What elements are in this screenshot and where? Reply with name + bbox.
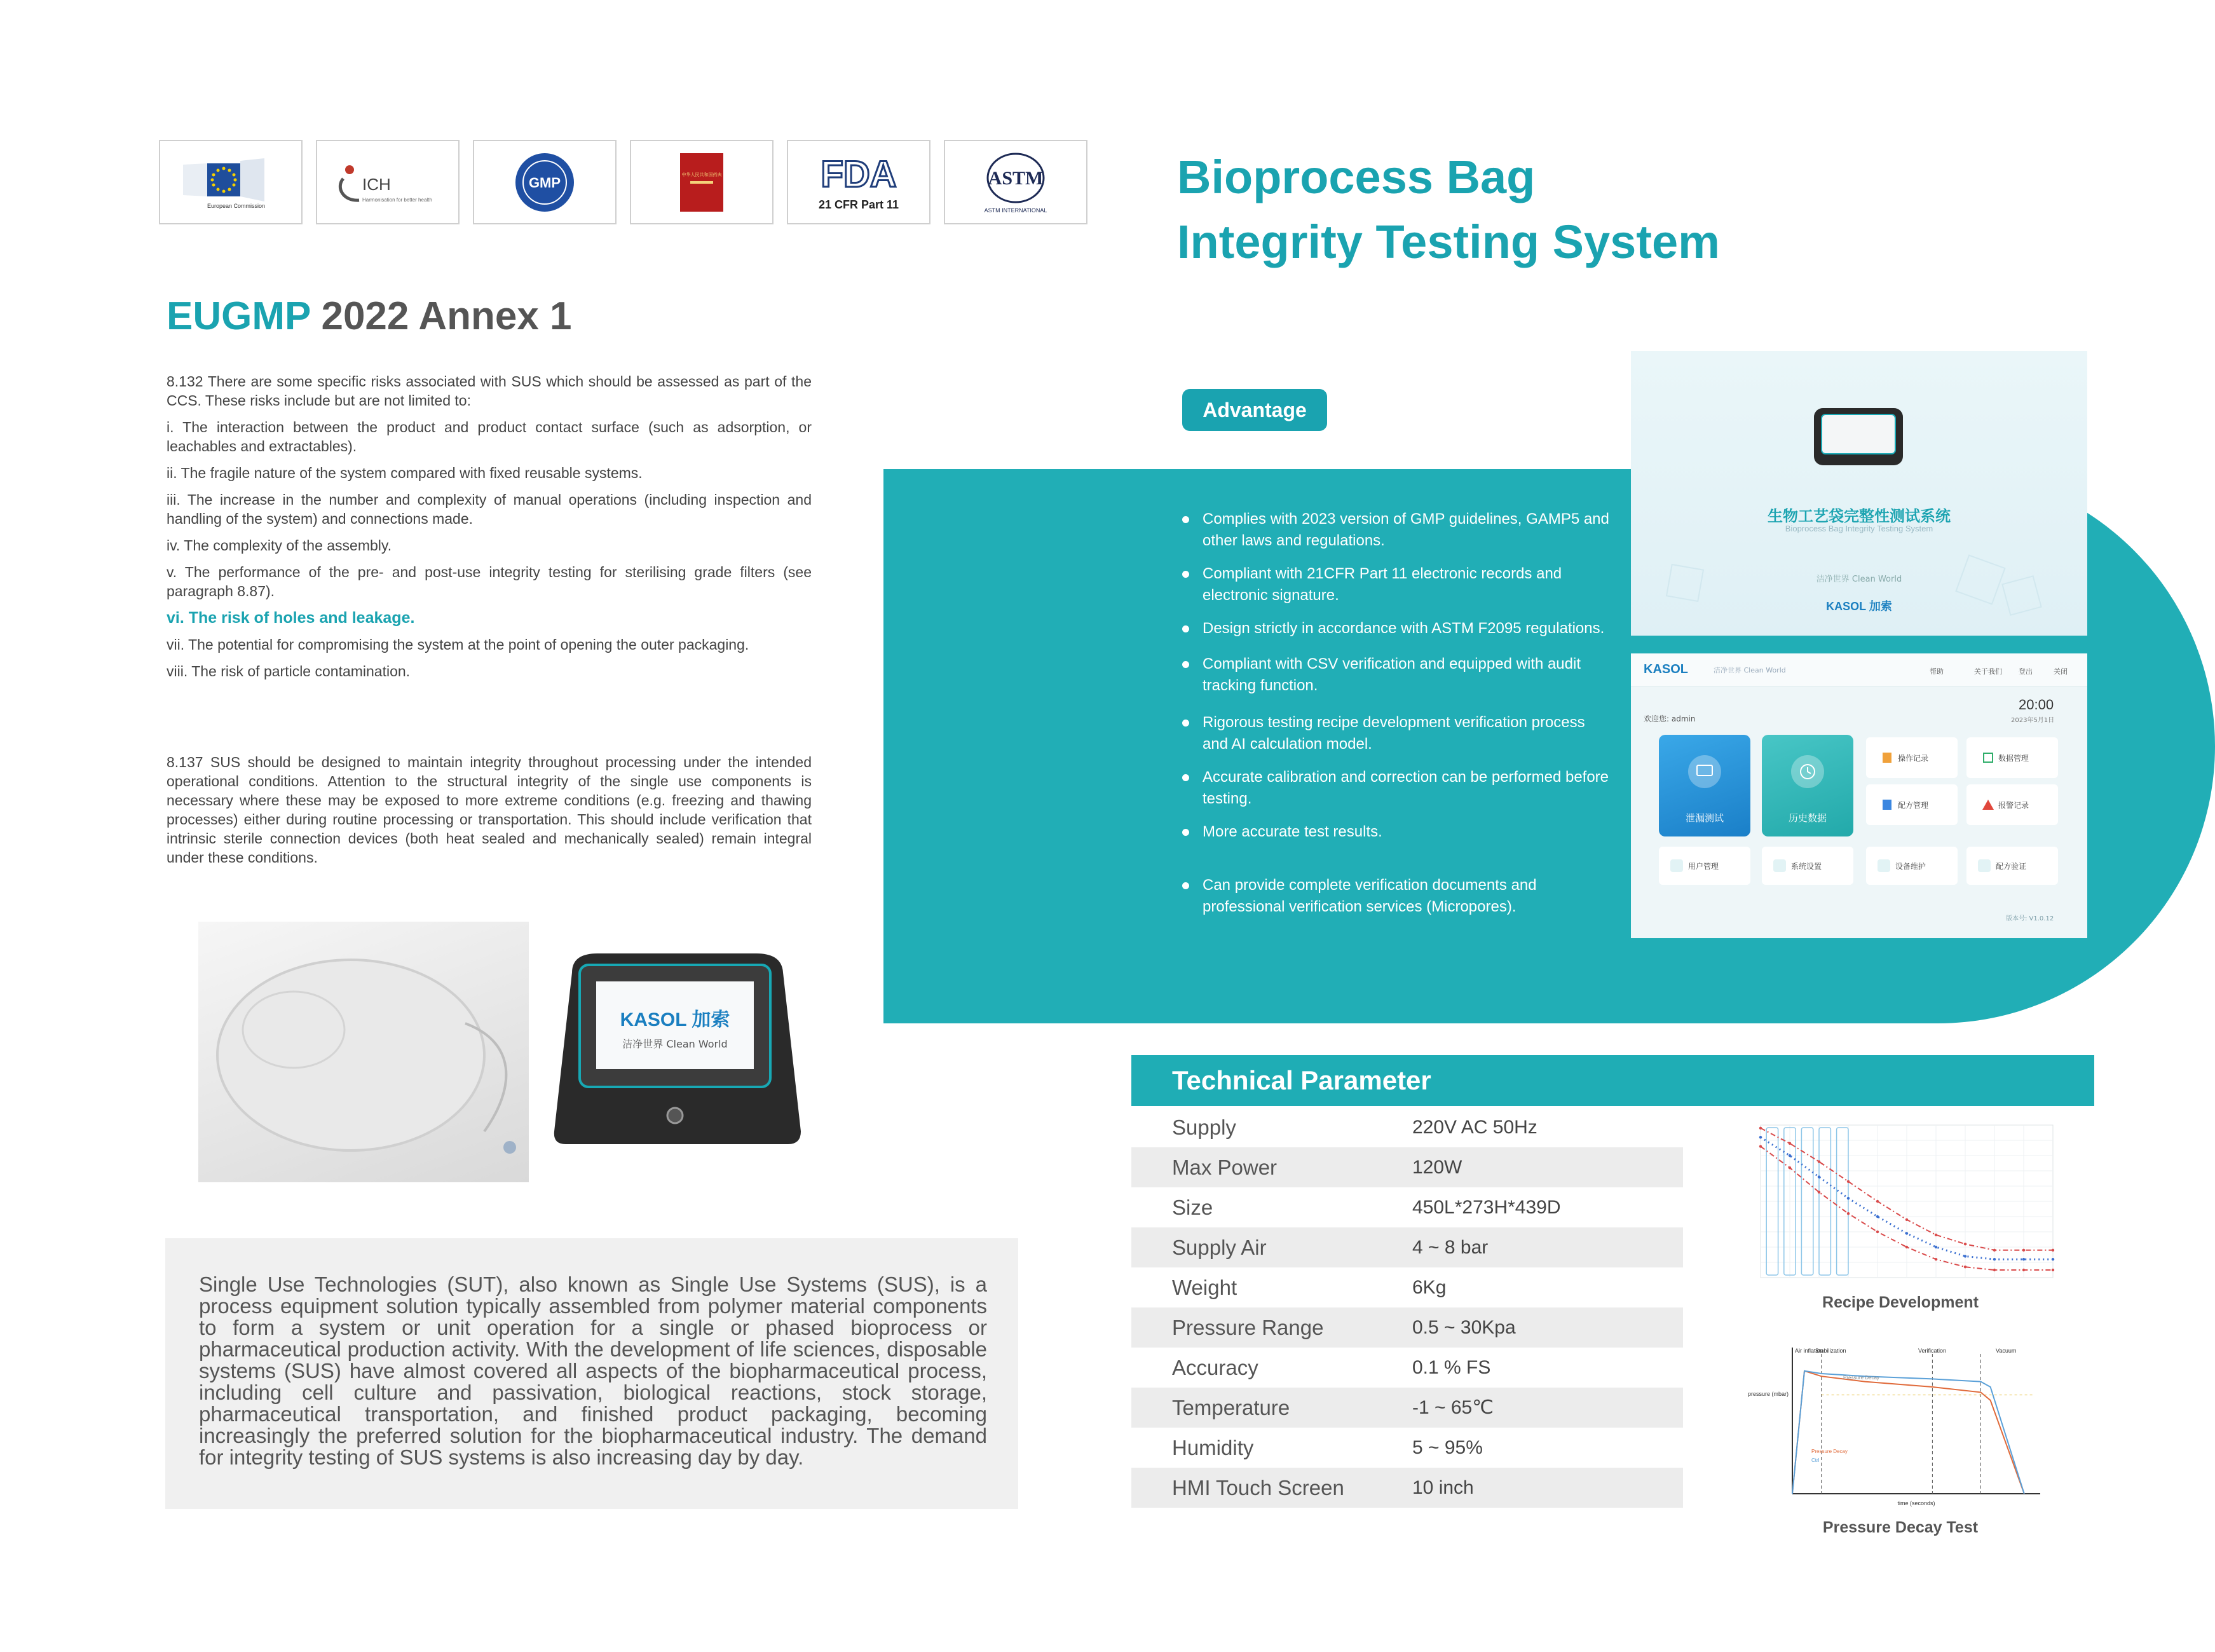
advantage-item: Design strictly in accordance with ASTM F2095 regulations.	[1181, 618, 1613, 639]
chinese-pharmacopoeia-logo	[630, 140, 774, 224]
advantage-list	[1181, 509, 1613, 918]
tech-key: Supply Air	[1172, 1235, 1267, 1259]
phase-label: Verification	[1918, 1348, 1947, 1354]
title-line-2: Integrity Testing System	[1177, 215, 1720, 268]
reg-8132-item: v. The performance of the pre- and post-use integrity testing for sterilising grade filters (see paragraph 8.87).	[167, 564, 812, 599]
maintenance-tile[interactable]	[1866, 847, 1958, 885]
data-point	[1759, 1145, 1762, 1147]
reg-8132-item: viii. The risk of particle contamination.	[167, 663, 411, 679]
gmp-logo	[473, 140, 617, 224]
verify-icon	[1978, 859, 1991, 872]
ich-sub: Harmonisation for better health	[362, 196, 432, 203]
history-data-tile[interactable]	[1762, 735, 1853, 836]
tech-param-header: Technical Parameter	[1131, 1055, 2094, 1106]
eu-flag-icon	[177, 151, 285, 214]
data-point	[1964, 1243, 1966, 1245]
chart-icon	[1983, 753, 1993, 763]
reg-8132-item-highlight: vi. The risk of holes and leakage.	[167, 609, 415, 627]
advantage-item: More accurate test results.	[1181, 821, 1613, 843]
tech-value: 5 ~ 95%	[1412, 1437, 1483, 1458]
nav-logout[interactable]: 登出	[2019, 667, 2033, 676]
operation-log-label: 操作记录	[1898, 754, 1929, 763]
warning-icon	[1982, 799, 1994, 810]
leak-test-tile[interactable]	[1659, 735, 1750, 836]
data-point	[1847, 1180, 1850, 1183]
data-point	[1935, 1258, 1937, 1260]
data-point	[1935, 1246, 1937, 1248]
nav-about[interactable]: 关于我们	[1974, 667, 2002, 676]
recipe-verify-label: 配方验证	[1996, 862, 2027, 871]
leak-test-label: 泄漏测试	[1685, 812, 1724, 824]
main-menu-mockup	[1631, 653, 2087, 938]
system-settings-tile[interactable]	[1762, 847, 1853, 885]
recipe-management-label: 配方管理	[1898, 801, 1929, 810]
data-management-tile[interactable]	[1966, 737, 2058, 778]
operation-log-tile[interactable]	[1866, 737, 1958, 778]
data-point	[2022, 1249, 2025, 1252]
data-point	[1818, 1175, 1820, 1178]
tech-row	[1131, 1348, 1683, 1388]
data-point	[2022, 1258, 2025, 1260]
data-point	[1993, 1258, 1996, 1260]
advantage-item: Rigorous testing recipe development verification process and AI calculation model.	[1181, 712, 1613, 755]
device-image	[547, 947, 814, 1150]
advantage-item: Complies with 2023 version of GMP guidelines, GAMP5 and other laws and regulations.	[1181, 509, 1613, 552]
sut-description: Single Use Technologies (SUT), also known as Single Use Systems (SUS), is a process equipment solution typically assembled from polymer material components to form a system or unit operation for a single or phased bioprocess or pharmaceutical production activity. With the development of life sciences, disposable systems (SUS) have almost covered all aspects of the biopharmaceutical process, including cell culture and passivation, biological reactions, stock storage, pharmaceutical transportation, and finished product packaging, becoming increasingly the preferred solution for the biopharmaceutical industry. The demand for integrity testing of SUS systems is also increasing day by day.	[199, 1273, 987, 1469]
data-point	[1876, 1231, 1879, 1233]
recipe-development-chart	[1741, 1119, 2059, 1309]
nav-help[interactable]: 帮助	[1930, 667, 1944, 676]
legend-pressure-decay: Pressure Decay	[1843, 1375, 1879, 1381]
splash-slogan: 洁净世界 Clean World	[1816, 575, 1902, 584]
data-point	[2052, 1269, 2054, 1271]
alarm-log-tile[interactable]	[1966, 784, 2058, 825]
legend-series-b: Ctrl	[1811, 1457, 1820, 1463]
reg-8132-block	[167, 372, 812, 688]
data-point	[1964, 1255, 1966, 1257]
data-point	[1905, 1246, 1908, 1248]
tech-value: 4 ~ 8 bar	[1412, 1236, 1489, 1258]
data-point	[1818, 1191, 1820, 1193]
tech-row	[1131, 1388, 1683, 1428]
reg-8132-intro: 8.132 There are some specific risks associated with SUS which should be assessed as part of the CCS. These risks include but are not limited to:	[167, 373, 812, 409]
menu-brand: KASOL	[1644, 662, 1688, 676]
data-point	[1876, 1215, 1879, 1218]
series-line-1	[1792, 1371, 2024, 1494]
tech-value: 220V AC 50Hz	[1412, 1116, 1537, 1138]
data-point	[1759, 1136, 1762, 1138]
series-line-0	[1792, 1371, 2024, 1494]
astm-sub: ASTM INTERNATIONAL	[984, 207, 1047, 214]
tech-value: 6Kg	[1412, 1276, 1447, 1298]
eugmp-heading	[167, 294, 572, 339]
advantage-item: Compliant with 21CFR Part 11 electronic records and electronic signature.	[1181, 563, 1613, 606]
reg-8132-item: i. The interaction between the product and product contact surface (such as adsorption, or leachables and extractables).	[167, 419, 812, 454]
document-icon	[1883, 753, 1891, 763]
eugmp-label: EUGMP	[167, 294, 311, 338]
recipe-management-tile[interactable]	[1866, 784, 1958, 825]
ich-logo	[316, 140, 460, 224]
advantage-badge: Advantage	[1182, 389, 1327, 431]
tech-value: 0.1 % FS	[1412, 1356, 1491, 1378]
sut-description-box	[165, 1238, 1018, 1509]
data-point	[1847, 1212, 1850, 1215]
pressure-decay-chart	[1741, 1335, 2059, 1536]
data-point	[1876, 1200, 1879, 1203]
data-point	[1818, 1160, 1820, 1163]
tech-row	[1131, 1187, 1683, 1227]
settings-icon	[1773, 859, 1786, 872]
advantage-item: Compliant with CSV verification and equipped with audit tracking function.	[1181, 653, 1613, 697]
tech-key: Temperature	[1172, 1395, 1290, 1419]
device-brand: KASOL 加索	[620, 1009, 730, 1030]
reg-8132-item: iii. The increase in the number and complexity of manual operations (including inspection and handling of the system) and connections made.	[167, 491, 812, 527]
reg-8137-text: 8.137 SUS should be designed to maintain integrity throughout processing under the intended operational conditions. Attention to the structural integrity of the single use components is necessary where these may be exposed to more extreme conditions (e.g. freezing and thawing processes) either during routine processing or transportation. This should include verification that intrinsic sterile connection devices (both heat sealed and mechanically sealed) remain integral under these conditions.	[167, 754, 812, 866]
data-point	[2052, 1249, 2054, 1252]
tech-value: -1 ~ 65℃	[1412, 1397, 1494, 1418]
pressure-decay-ylabel: pressure (mbar)	[1748, 1391, 1789, 1397]
title-line-1: Bioprocess Bag	[1177, 151, 1536, 203]
data-point	[1905, 1232, 1908, 1234]
tech-row	[1131, 1428, 1683, 1468]
maintenance-label: 设备维护	[1895, 862, 1926, 871]
reg-8137-block	[167, 753, 812, 875]
tech-row	[1131, 1307, 1683, 1348]
alarm-log-label: 报警记录	[1998, 801, 2029, 810]
data-point	[1993, 1249, 1996, 1252]
tech-key: Size	[1172, 1195, 1213, 1219]
user-management-label: 用户管理	[1688, 862, 1719, 871]
splash-title-cn: 生物工艺袋完整性测试系统	[1768, 507, 1951, 525]
data-point	[1789, 1142, 1791, 1145]
tech-value: 0.5 ~ 30Kpa	[1412, 1316, 1516, 1338]
recipe-icon	[1883, 800, 1891, 810]
data-management-label: 数据管理	[1998, 754, 2029, 763]
recipe-development-plot	[1741, 1119, 2059, 1290]
splash-brand: KASOL 加索	[1826, 600, 1892, 613]
fda-sub: 21 CFR Part 11	[818, 198, 899, 211]
tech-key: Accuracy	[1172, 1355, 1258, 1379]
phase-label: Air inflation	[1795, 1348, 1823, 1354]
splash-title-en: Bioprocess Bag Integrity Testing System	[1785, 524, 1933, 533]
tech-key: Humidity	[1172, 1435, 1254, 1459]
history-data-label: 历史数据	[1788, 812, 1827, 824]
recipe-verify-tile[interactable]	[1966, 847, 2058, 885]
page-title	[1177, 145, 1720, 275]
phase-label: Stabilization	[1815, 1348, 1846, 1354]
pressure-decay-plot	[1741, 1335, 2059, 1513]
phase-label: Vacuum	[1996, 1348, 2017, 1354]
pressure-decay-title: Pressure Decay Test	[1822, 1519, 1979, 1536]
data-point	[1993, 1269, 1996, 1271]
fda-label: FDA	[821, 153, 897, 195]
device-slogan: 洁净世界 Clean World	[622, 1038, 728, 1050]
data-point	[1847, 1197, 1850, 1199]
tech-key: Weight	[1172, 1275, 1237, 1299]
tech-key: HMI Touch Screen	[1172, 1475, 1344, 1499]
tech-value: 10 inch	[1412, 1477, 1474, 1498]
power-button-icon	[667, 1108, 683, 1123]
advantage-item: Can provide complete verification documents and professional verification services (Micropores).	[1181, 875, 1613, 918]
tech-row	[1131, 1147, 1683, 1187]
clock-date: 2023年5月1日	[2011, 717, 2055, 724]
gmp-label: GMP	[528, 174, 561, 191]
data-point	[2022, 1269, 2025, 1271]
annex-label: 2022 Annex 1	[321, 294, 572, 338]
bioprocess-bag-image	[198, 922, 529, 1182]
astm-label: ASTM	[988, 167, 1044, 189]
system-settings-label: 系统设置	[1791, 862, 1822, 871]
tech-row	[1131, 1107, 1683, 1147]
ich-label: ICH	[362, 174, 391, 194]
legend-series-a: Pressure Decay	[1811, 1449, 1848, 1454]
data-point	[1759, 1127, 1762, 1130]
tech-value: 450L*273H*439D	[1412, 1196, 1561, 1218]
recipe-development-title: Recipe Development	[1822, 1294, 1979, 1311]
astm-logo	[944, 140, 1087, 224]
ec-label: European Commission	[207, 202, 266, 209]
data-point	[1964, 1266, 1966, 1268]
version-label: 版本号: V1.0.12	[2006, 915, 2054, 922]
tech-row	[1131, 1468, 1683, 1508]
reg-8132-item: vii. The potential for compromising the system at the point of opening the outer packaging.	[167, 636, 749, 653]
menu-slogan: 洁净世界 Clean World	[1714, 666, 1786, 674]
tech-row	[1131, 1227, 1683, 1267]
tech-key: Supply	[1172, 1115, 1236, 1139]
welcome-text: 欢迎您: admin	[1644, 714, 1696, 723]
data-point	[1789, 1166, 1791, 1169]
wrench-icon	[1878, 859, 1890, 872]
pharmacopoeia-label: 中华人民共和国药典	[681, 172, 722, 177]
data-point	[1789, 1154, 1791, 1157]
reg-8132-item: iv. The complexity of the assembly.	[167, 537, 392, 554]
fda-logo	[787, 140, 930, 224]
splash-screen-mockup	[1631, 351, 2087, 636]
nav-close[interactable]: 关闭	[2054, 667, 2068, 676]
advantage-item: Accurate calibration and correction can be performed before testing.	[1181, 767, 1613, 810]
data-point	[1905, 1219, 1908, 1221]
tech-key: Max Power	[1172, 1155, 1278, 1179]
user-icon	[1670, 859, 1683, 872]
clock-time: 20:00	[2019, 697, 2054, 713]
data-point	[2052, 1258, 2054, 1260]
reg-8132-item: ii. The fragile nature of the system compared with fixed reusable systems.	[167, 465, 643, 481]
eu-commission-logo	[159, 140, 303, 224]
user-management-tile[interactable]	[1659, 847, 1750, 885]
pressure-decay-xlabel: time (seconds)	[1897, 1500, 1935, 1506]
tech-row	[1131, 1267, 1683, 1307]
tech-key: Pressure Range	[1172, 1315, 1324, 1339]
data-point	[1935, 1234, 1937, 1236]
tech-value: 120W	[1412, 1156, 1462, 1178]
